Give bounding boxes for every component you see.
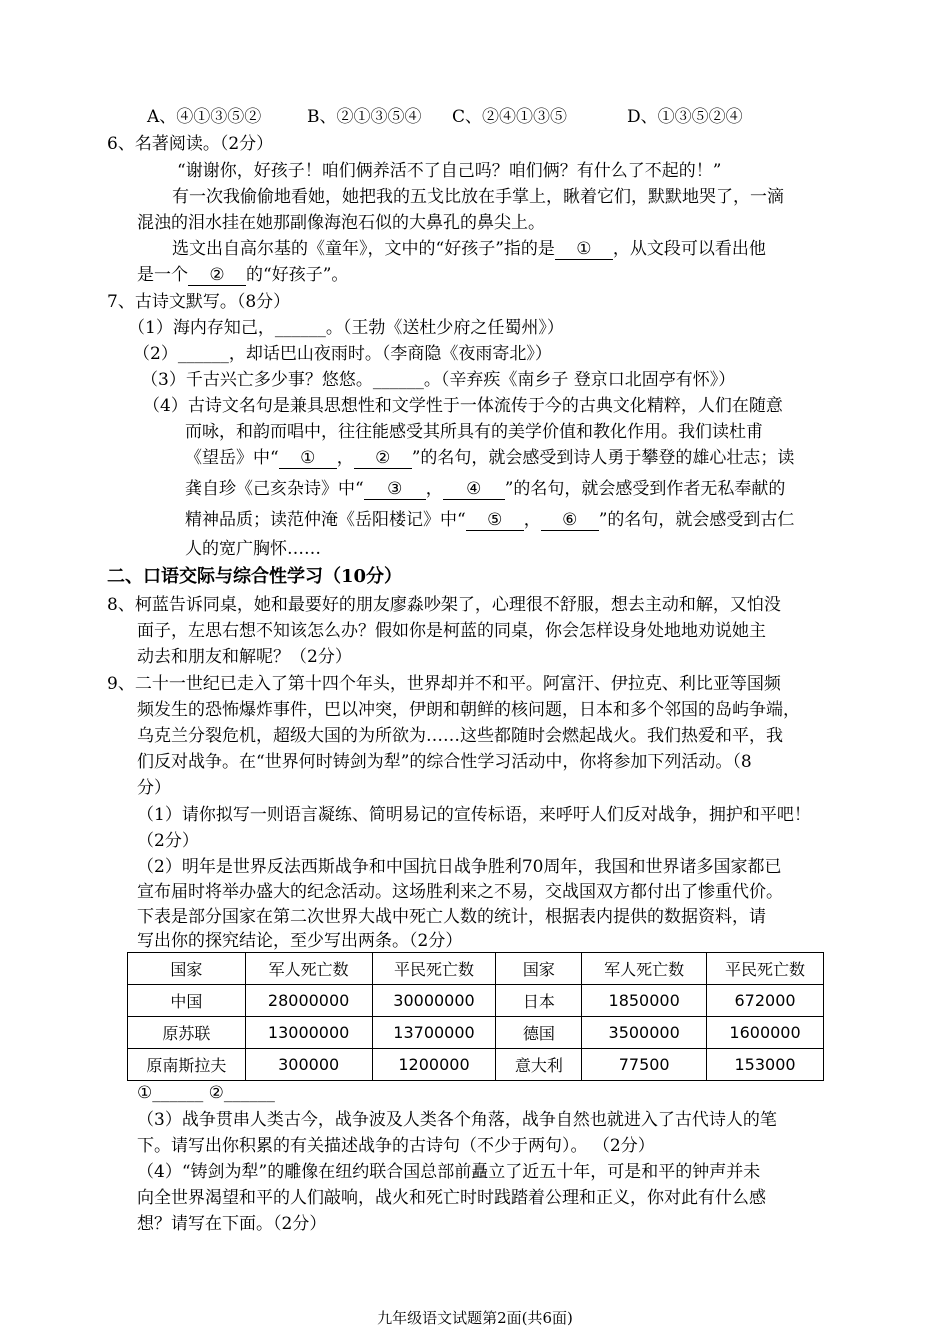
q8-line1: 8、柯蓝告诉同桌，她和最要好的朋友廖淼吵架了，心理很不舒服，想去主动和解，又怕没 <box>107 595 781 615</box>
q6-text: 的“好孩子”。 <box>246 265 349 285</box>
q9-line4: 们反对战争。在“世界何时铸剑为犁”的综合性学习活动中，你将参加下列活动。（8 <box>137 752 752 772</box>
table-cell: 1200000 <box>372 1049 496 1081</box>
table-row <box>128 985 824 1017</box>
q7-blank-3[interactable]: ③ <box>364 479 426 500</box>
section-heading: 二、口语交际与综合性学习（10分） <box>107 566 403 587</box>
q7-text: ”的名句，就会感受到诗人勇于攀登的雄心壮志；读 <box>411 448 795 468</box>
table-cell: 意大利 <box>496 1049 582 1081</box>
table-cell: 中国 <box>128 985 246 1017</box>
option-b: B、②①③⑤④ <box>307 107 422 127</box>
q7-line4b: 而咏，和韵而唱中，往往能感受其所具有的美学价值和教化作用。我们读杜甫 <box>185 422 763 442</box>
header-country: 国家 <box>128 953 246 985</box>
q7-line4a: （4）古诗文名句是兼具思想性和文学性于一体流传于今的古典文化精粹，人们在随意 <box>143 396 783 416</box>
q6-quote: “谢谢你，好孩子！咱们俩养活不了自己吗？咱们俩？有什么了不起的！” <box>177 161 722 181</box>
q7-line4c <box>185 447 794 469</box>
q6-text: 是一个 <box>137 265 188 285</box>
q9-sub3-line1: （3）战争贯串人类古今，战争波及人类各个角落，战争自然也就进入了古代诗人的笔 <box>137 1110 777 1130</box>
table-cell: 13000000 <box>245 1017 372 1049</box>
q9-line2: 频发生的恐怖爆炸事件，巴以冲突，伊朗和朝鲜的核问题，日本和多个邻国的岛屿争端， <box>137 700 800 720</box>
q7-text: ， <box>523 510 541 530</box>
header-military-deaths: 军人死亡数 <box>245 953 372 985</box>
table-row <box>128 1017 824 1049</box>
q7-text: ， <box>336 448 354 468</box>
option-c: C、②④①③⑤ <box>452 107 568 127</box>
table-cell: 1600000 <box>707 1017 824 1049</box>
q7-line4d <box>185 478 785 500</box>
q6-para2-line2 <box>137 264 348 286</box>
q7-line4f: 人的宽广胸怀…… <box>185 539 321 559</box>
q7-blank-2[interactable]: ② <box>354 448 412 469</box>
casualty-table <box>127 952 824 1081</box>
q7-text: ”的名句，就会感受到作者无私奉献的 <box>504 479 786 499</box>
q6-title: 6、名著阅读。（2分） <box>107 134 274 154</box>
q9-sub4-line2: 向全世界渴望和平的人们敲响，战火和死亡时时践踏着公理和正义，你对此有什么感 <box>137 1188 766 1208</box>
q7-text: 精神品质；读范仲淹《岳阳楼记》中“ <box>185 510 466 530</box>
q9-line3: 乌克兰分裂危机，超级大国的为所欲为……这些都随时会燃起战火。我们热爱和平，我 <box>137 726 783 746</box>
q9-sub1-line1: （1）请你拟写一则语言凝练、简明易记的宣传标语，来呼吁人们反对战争，拥护和平吧！ <box>137 805 811 825</box>
header-civilian-deaths: 平民死亡数 <box>707 953 824 985</box>
q7-line1: （1）海内存知己，______。（王勃《送杜少府之任蜀州》） <box>128 318 564 338</box>
q7-line2: （2）______，却话巴山夜雨时。（李商隐《夜雨寄北》） <box>133 344 552 364</box>
table-cell: 28000000 <box>245 985 372 1017</box>
table-cell: 原南斯拉夫 <box>128 1049 246 1081</box>
q7-blank-5[interactable]: ⑤ <box>466 510 524 531</box>
header-country: 国家 <box>496 953 582 985</box>
table-cell: 153000 <box>707 1049 824 1081</box>
q7-blank-6[interactable]: ⑥ <box>541 510 599 531</box>
table-cell: 13700000 <box>372 1017 496 1049</box>
header-military-deaths: 军人死亡数 <box>582 953 707 985</box>
table-cell: 3500000 <box>582 1017 707 1049</box>
q7-text: ”的名句，就会感受到古仁 <box>598 510 795 530</box>
q8-line2: 面子，左思右想不知该怎么办？假如你是柯蓝的同桌，你会怎样设身处地地劝说她主 <box>137 621 766 641</box>
q7-text: ， <box>425 479 443 499</box>
q9-sub4-line1: （4）“铸剑为犁”的雕像在纽约联合国总部前矗立了近五十年，可是和平的钟声并未 <box>137 1162 761 1182</box>
q7-text: 龚自珍《己亥杂诗》中“ <box>185 479 364 499</box>
q7-title: 7、古诗文默写。（8分） <box>107 292 291 312</box>
header-civilian-deaths: 平民死亡数 <box>372 953 496 985</box>
table-row <box>128 1049 824 1081</box>
option-a: A、④①③⑤② <box>147 107 262 127</box>
table-cell: 1850000 <box>582 985 707 1017</box>
q8-line3: 动去和朋友和解呢？（2分） <box>137 647 352 667</box>
table-cell: 300000 <box>245 1049 372 1081</box>
q9-sub3-line2: 下。请写出你积累的有关描述战争的古诗句（不少于两句）。 （2分） <box>137 1136 655 1156</box>
option-d: D、①③⑤②④ <box>627 107 743 127</box>
q9-sub2-line2: 宣布届时将举办盛大的纪念活动。这场胜利来之不易，交战国双方都付出了惨重代价。 <box>137 882 783 902</box>
q7-blank-4[interactable]: ④ <box>443 479 505 500</box>
q7-line3: （3）千古兴亡多少事？悠悠。______。（辛弃疾《南乡子 登京口北固亭有怀》） <box>141 370 736 390</box>
q6-blank-1[interactable]: ① <box>555 239 613 260</box>
q6-text: ，从文段可以看出他 <box>612 239 766 259</box>
table-header-row <box>128 953 824 985</box>
table-cell: 30000000 <box>372 985 496 1017</box>
q9-answer-blanks[interactable]: ①______ ②______ <box>137 1083 275 1103</box>
table-cell: 日本 <box>496 985 582 1017</box>
table-cell: 77500 <box>582 1049 707 1081</box>
q6-blank-2[interactable]: ② <box>188 265 246 286</box>
q6-para1-line2: 混浊的泪水挂在她那副像海泡石似的大鼻孔的鼻尖上。 <box>137 213 545 233</box>
table-cell: 德国 <box>496 1017 582 1049</box>
q6-para2-line1 <box>172 238 766 260</box>
q9-sub2-line3: 下表是部分国家在第二次世界大战中死亡人数的统计，根据表内提供的数据资料，请 <box>137 907 766 927</box>
q7-blank-1[interactable]: ① <box>279 448 337 469</box>
q7-line4e <box>185 509 794 531</box>
q9-line5: 分） <box>137 778 171 798</box>
q9-line1: 9、二十一世纪已走入了第十四个年头，世界却并不和平。阿富汗、伊拉克、利比亚等国频 <box>107 674 781 694</box>
q9-sub2-line1: （2）明年是世界反法西斯战争和中国抗日战争胜利70周年，我国和世界诸多国家都已 <box>137 857 782 877</box>
q6-para1-line1: 有一次我偷偷地看她，她把我的五戈比放在手掌上，瞅着它们，默默地哭了，一滴 <box>172 187 784 207</box>
q7-text: 《望岳》中“ <box>185 448 279 468</box>
q9-sub4-line3: 想？请写在下面。（2分） <box>137 1214 327 1234</box>
q9-sub2-line4: 写出你的探究结论，至少写出两条。（2分） <box>137 931 463 951</box>
page-footer: 九年级语文试题第2面(共6面) <box>377 1309 573 1327</box>
table-cell: 672000 <box>707 985 824 1017</box>
table-cell: 原苏联 <box>128 1017 246 1049</box>
q6-text: 选文出自高尔基的《童年》，文中的“好孩子”指的是 <box>172 239 555 259</box>
q9-sub1-line2: （2分） <box>137 831 199 851</box>
